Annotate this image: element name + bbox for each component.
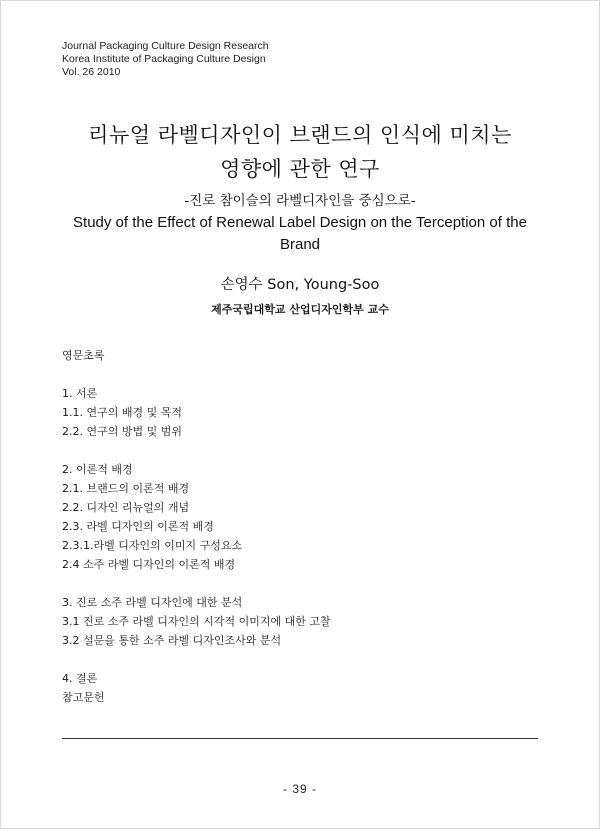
toc-item-section-1-2: 2.2. 연구의 방법 및 범위 [62,425,182,438]
journal-name: Journal Packaging Culture Design Research [62,40,269,52]
title-korean-line-2: 영향에 관한 연구 [220,157,380,181]
toc-spacer [62,441,331,460]
toc-spacer [62,650,331,669]
toc-item-section-2-4: 2.4 소주 라벨 디자인의 이론적 배경 [62,558,236,571]
footer-divider [62,738,538,739]
journal-header [62,40,269,79]
author-block [0,274,600,319]
toc-spacer [62,574,331,593]
toc-item-section-4: 4. 결론 [62,672,98,685]
toc-item-section-1: 1. 서론 [62,387,98,400]
author-name: 손영수 Son, Young-Soo [220,277,380,293]
toc-item-section-2-3-1: 2.3.1.라벨 디자인의 이미지 구성요소 [62,539,243,552]
toc-item-section-1-1: 1.1. 연구의 배경 및 목적 [62,406,182,419]
journal-publisher: Korea Institute of Packaging Culture Design [62,53,266,65]
toc-item-section-3: 3. 진로 소주 라벨 디자인에 대한 분석 [62,596,243,609]
subtitle-korean: -진로 참이슬의 라벨디자인을 중심으로- [184,193,416,209]
journal-volume: Vol. 26 2010 [62,66,121,78]
toc-item-section-2-2: 2.2. 디자인 리뉴얼의 개념 [62,501,190,514]
toc-item-section-2-1: 2.1. 브랜드의 이론적 배경 [62,482,190,495]
table-of-contents [62,346,331,707]
author-affiliation: 제주국립대학교 산업디자인학부 교수 [211,303,389,316]
toc-item-section-2: 2. 이론적 배경 [62,463,133,476]
toc-item-section-2-3: 2.3. 라벨 디자인의 이론적 배경 [62,520,214,533]
page-number: - 39 - [282,782,317,796]
toc-item-abstract: 영문초록 [62,349,105,362]
toc-item-section-3-2: 3.2 설문을 통한 소주 라벨 디자인조사와 분석 [62,634,282,647]
title-korean-line-1: 리뉴얼 라벨디자인이 브랜드의 인식에 미치는 [88,123,512,147]
title-english-line-1: Study of the Effect of Renewal Label Design on the Terception of the [73,214,527,231]
title-english-line-2: Brand [279,236,321,253]
title-block [0,118,600,256]
toc-spacer [62,365,331,384]
toc-item-section-3-1: 3.1 진로 소주 라벨 디자인의 시각적 이미지에 대한 고찰 [62,615,331,628]
toc-item-references: 참고문헌 [62,691,105,704]
